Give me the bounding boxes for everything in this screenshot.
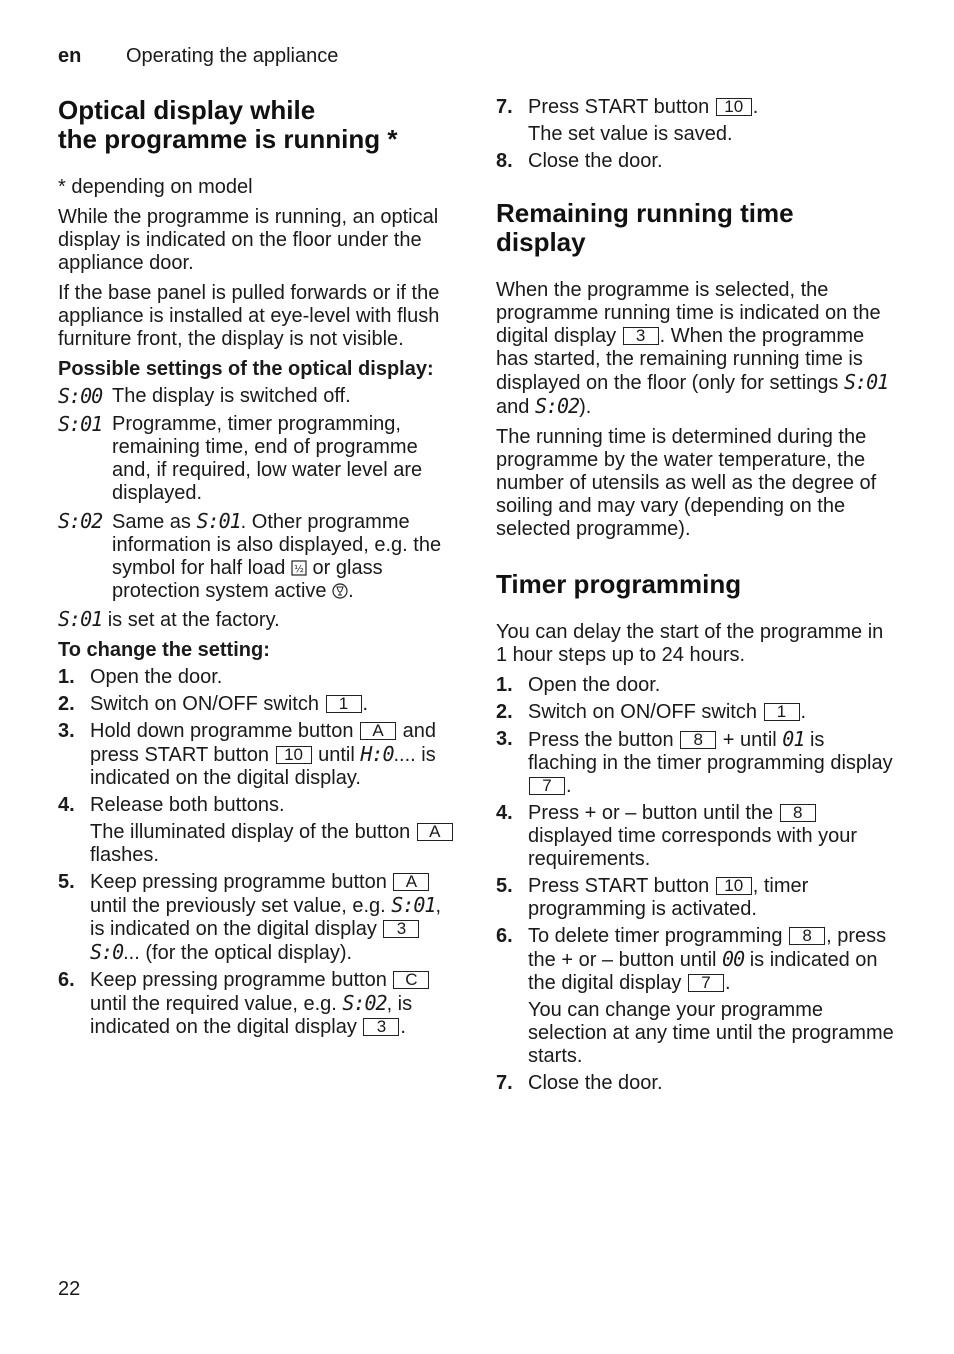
- list-item: 6. To delete timer programming 8 , press the + or – button until 00 is indicated on the digital display 7 . You can change your programme selection at any time until the programme starts.: [496, 925, 896, 1068]
- page-number: 22: [58, 1278, 81, 1300]
- right-column: [496, 96, 896, 1099]
- control-number-box: 10: [276, 746, 312, 764]
- factory-setting: S:01 is set at the factory.: [58, 607, 280, 631]
- lcd-code: S:01: [58, 412, 103, 436]
- control-number-box: 10: [716, 877, 752, 895]
- control-number-box: 3: [363, 1018, 399, 1036]
- glass-protection-icon: [332, 583, 348, 599]
- remaining-paragraph-1: When the programme is selected, the programme running time is indicated on the digital display 3 . When the programme has started, the remaining running time is displayed on the floor (only for settings S:01 and S:02).: [496, 279, 889, 418]
- control-number-box: 8: [789, 927, 825, 945]
- lcd-code: S:02: [58, 509, 103, 533]
- list-item: 3. Hold down programme button A and press START button 10 until H:0.... is indicated on the digital display.: [58, 720, 436, 789]
- list-item: 5. Press START button 10 , timer programming is activated.: [496, 875, 809, 920]
- list-item: 6. Keep pressing programme button C until the required value, e.g. S:02, is indicated on the digital display 3 .: [58, 969, 458, 1039]
- optical-paragraph-2: If the base panel is pulled forwards or if the appliance is installed at eye-level with flush furniture front, the display is not visible.: [58, 282, 440, 350]
- step-note: The illuminated display of the button A flashes.: [90, 821, 458, 867]
- list-item: 7. Close the door.: [496, 1072, 663, 1094]
- control-number-box: A: [417, 823, 453, 841]
- svg-text:½: ½: [294, 564, 304, 575]
- change-setting-heading: To change the setting:: [58, 639, 270, 661]
- timer-programming-heading: Timer programming: [496, 569, 742, 599]
- list-item: 1. Open the door.: [58, 666, 223, 688]
- list-item: 7. Press START button 10 . The set value is saved.: [496, 96, 896, 146]
- control-number-box: 8: [780, 804, 816, 822]
- control-number-box: 7: [529, 777, 565, 795]
- setting-description: Programme, timer programming, remaining time, end of programme and, if required, low water level are displayed.: [112, 413, 423, 504]
- list-item: 1. Open the door.: [496, 674, 661, 696]
- half-load-icon: [291, 560, 307, 576]
- control-number-box: 8: [680, 731, 716, 749]
- lcd-code: S:00: [58, 384, 103, 408]
- control-number-box: 7: [688, 974, 724, 992]
- setting-description: Same as S:01. Other programme information is also displayed, e.g. the symbol for half load ½ or glass protection system active .: [112, 509, 442, 602]
- control-number-box: 10: [716, 98, 752, 116]
- control-number-box: C: [393, 971, 429, 989]
- control-number-box: 1: [326, 695, 362, 713]
- control-number-box: 1: [764, 703, 800, 721]
- section-title: Operating the appliance: [126, 45, 339, 67]
- setting-s02: [58, 510, 458, 603]
- list-item: 8. Close the door.: [496, 150, 663, 172]
- list-item: 2. Switch on ON/OFF switch 1 .: [496, 701, 807, 723]
- change-setting-steps-continued: [496, 96, 896, 173]
- optical-display-heading: Optical display while the programme is running *: [58, 95, 398, 154]
- list-item: 5. Keep pressing programme button A until the previously set value, e.g. S:01, is indicated on the digital display 3 S:0... (for the optical display).: [58, 871, 442, 964]
- page-header: [58, 45, 338, 68]
- language-code: en: [58, 45, 82, 67]
- possible-settings-heading: Possible settings of the optical display:: [58, 358, 434, 380]
- timer-intro: You can delay the start of the programme in 1 hour steps up to 24 hours.: [496, 621, 884, 666]
- control-number-box: 3: [623, 327, 659, 345]
- setting-s01: [58, 413, 458, 505]
- control-number-box: A: [360, 722, 396, 740]
- control-number-box: A: [393, 873, 429, 891]
- setting-s00: [58, 385, 458, 408]
- list-item: 2. Switch on ON/OFF switch 1 .: [58, 693, 369, 715]
- list-item: 4. Release both buttons. The illuminated display of the button A flashes.: [58, 794, 458, 867]
- step-note: The set value is saved.: [528, 123, 733, 145]
- remaining-time-heading: Remaining running time display: [496, 198, 794, 257]
- model-note: * depending on model: [58, 176, 253, 198]
- remaining-paragraph-2: The running time is determined during the programme by the water temperature, the number of utensils as well as the degree of soiling and may vary (depending on the selected programme).: [496, 426, 877, 540]
- left-column: [58, 96, 458, 1043]
- control-number-box: 3: [383, 920, 419, 938]
- change-setting-steps: [58, 666, 458, 1039]
- step-note: You can change your programme selection at any time until the programme starts.: [528, 999, 894, 1067]
- list-item: 4. Press + or – button until the 8 displayed time corresponds with your requirements.: [496, 802, 858, 870]
- timer-steps: [496, 674, 896, 1095]
- setting-description: The display is switched off.: [112, 385, 351, 407]
- optical-paragraph-1: While the programme is running, an optical display is indicated on the floor under the appliance door.: [58, 206, 439, 274]
- list-item: 3. Press the button 8 + until 01 is flaching in the timer programming display 7 .: [496, 727, 893, 797]
